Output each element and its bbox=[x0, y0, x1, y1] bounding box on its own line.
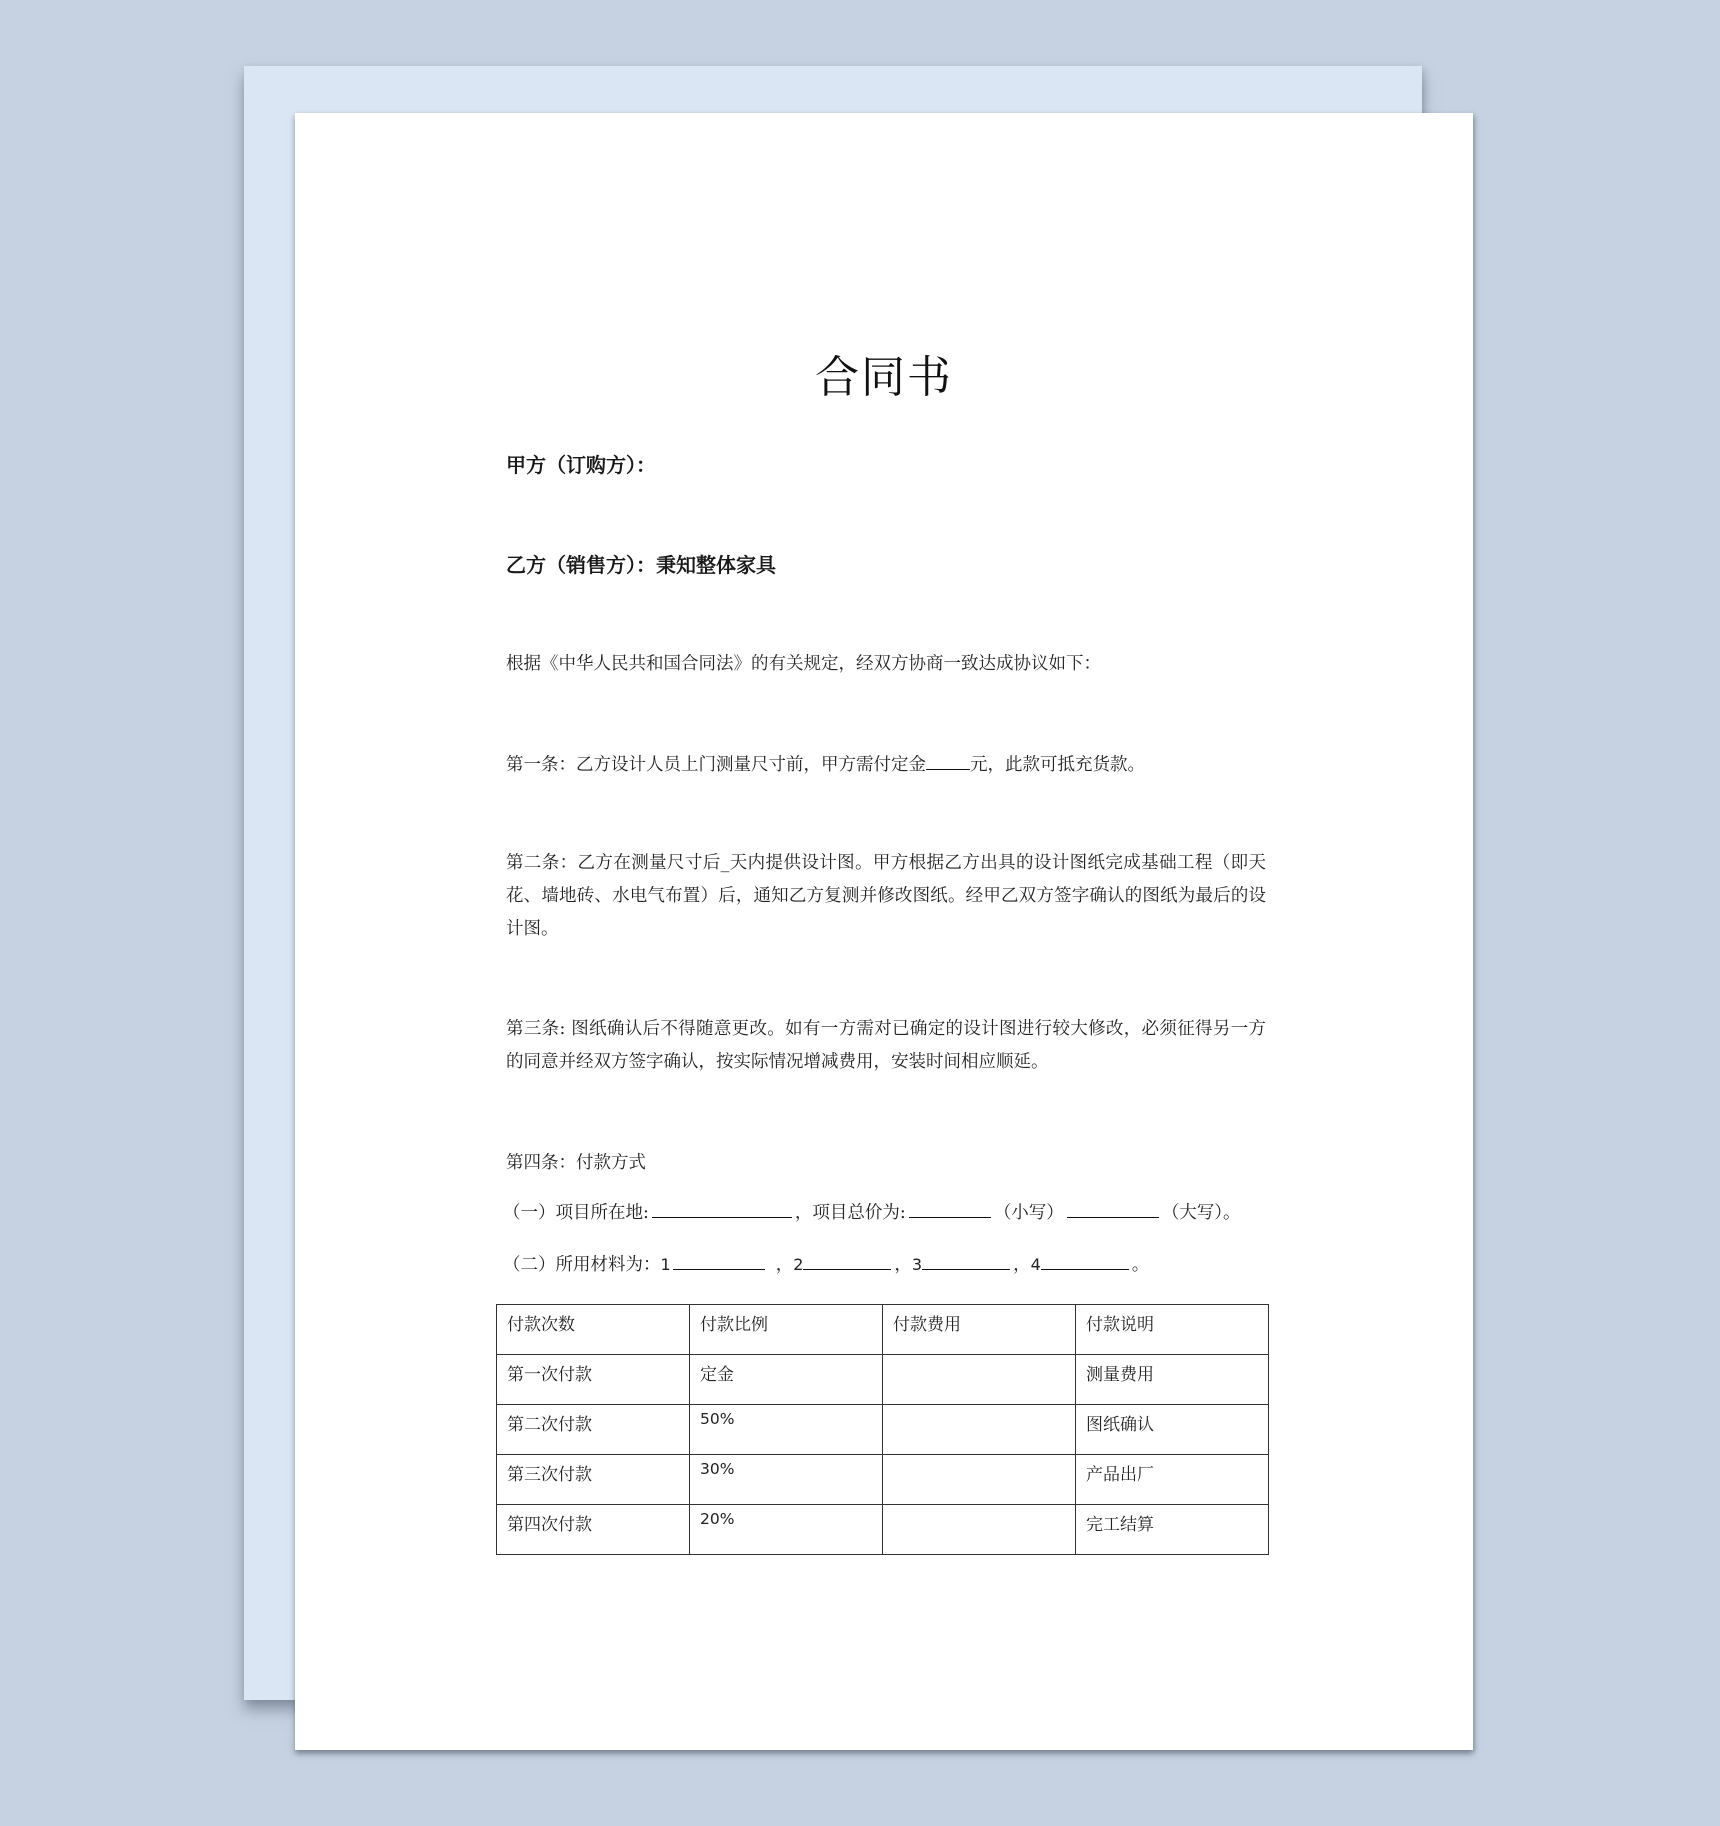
header-payment-count: 付款次数 bbox=[497, 1305, 690, 1355]
table-row bbox=[497, 1355, 1269, 1405]
header-payment-fee: 付款费用 bbox=[883, 1305, 1076, 1355]
article-4-heading: 第四条：付款方式 bbox=[506, 1153, 646, 1173]
cell-payment-note: 图纸确认 bbox=[1076, 1405, 1269, 1455]
separator: ， bbox=[775, 1255, 794, 1275]
material-3-number: 3 bbox=[911, 1255, 923, 1274]
cell-payment-fee[interactable] bbox=[883, 1355, 1076, 1405]
project-location-blank[interactable] bbox=[652, 1199, 792, 1218]
table-header-row bbox=[497, 1305, 1269, 1355]
article-1-text-before: 第一条：乙方设计人员上门测量尺寸前，甲方需付定金 bbox=[506, 755, 926, 775]
total-price-label: ，项目总价为: bbox=[794, 1203, 906, 1223]
materials-label: （二）所用材料为： bbox=[503, 1255, 661, 1275]
article-3: 第三条: 图纸确认后不得随意更改。如有一方需对已确定的设计图进行较大修改，必须征得另一方的同意并经双方签字确认，按实际情况增减费用，安装时间相应顺延。 bbox=[506, 1019, 1266, 1072]
material-4-blank[interactable] bbox=[1041, 1251, 1129, 1270]
cell-payment-count: 第三次付款 bbox=[497, 1455, 690, 1505]
cell-payment-fee[interactable] bbox=[883, 1505, 1076, 1555]
material-2-number: 2 bbox=[793, 1255, 804, 1274]
cell-payment-fee[interactable] bbox=[883, 1405, 1076, 1455]
large-amount-label: （大写）。 bbox=[1161, 1203, 1241, 1223]
table-row bbox=[497, 1455, 1269, 1505]
header-payment-note: 付款说明 bbox=[1076, 1305, 1269, 1355]
party-b-label: 乙方（销售方）： bbox=[506, 553, 656, 577]
period: 。 bbox=[1131, 1255, 1150, 1275]
article-4-item-2 bbox=[503, 1248, 1149, 1282]
cell-payment-ratio: 30% bbox=[690, 1455, 883, 1505]
table-row bbox=[497, 1405, 1269, 1455]
cell-payment-ratio: 20% bbox=[690, 1505, 883, 1555]
total-price-small-blank[interactable] bbox=[909, 1199, 991, 1218]
cell-payment-ratio: 定金 bbox=[690, 1355, 883, 1405]
header-payment-ratio: 付款比例 bbox=[690, 1305, 883, 1355]
cell-payment-ratio: 50% bbox=[690, 1405, 883, 1455]
separator: ， bbox=[894, 1255, 912, 1275]
cell-payment-count: 第四次付款 bbox=[497, 1505, 690, 1555]
party-a-line bbox=[506, 449, 656, 478]
article-1-text-after: 元，此款可抵充货款。 bbox=[970, 755, 1145, 775]
party-b-value: 秉知整体家具 bbox=[656, 553, 776, 577]
material-1-number: 1 bbox=[660, 1255, 671, 1274]
article-1 bbox=[506, 749, 1145, 782]
preamble: 根据《中华人民共和国合同法》的有关规定，经双方协商一致达成协议如下： bbox=[506, 654, 1101, 674]
cell-payment-count: 第二次付款 bbox=[497, 1405, 690, 1455]
material-1-blank[interactable] bbox=[673, 1251, 765, 1270]
small-amount-label: （小写） bbox=[993, 1203, 1064, 1223]
party-b-line bbox=[506, 549, 776, 578]
cell-payment-fee[interactable] bbox=[883, 1455, 1076, 1505]
deposit-amount-blank[interactable] bbox=[926, 751, 970, 770]
cell-payment-count: 第一次付款 bbox=[497, 1355, 690, 1405]
cell-payment-note: 产品出厂 bbox=[1076, 1455, 1269, 1505]
payment-table bbox=[496, 1304, 1269, 1555]
article-2: 第二条：乙方在测量尺寸后_天内提供设计图。甲方根据乙方出具的设计图纸完成基础工程（即天花、墙地砖、水电气布置）后，通知乙方复测并修改图纸。经甲乙双方签字确认的图纸为最后的设计图。 bbox=[506, 853, 1266, 939]
article-4-item-1 bbox=[503, 1197, 1241, 1230]
front-page-sheet bbox=[295, 113, 1473, 1750]
cell-payment-note: 完工结算 bbox=[1076, 1505, 1269, 1555]
total-price-large-blank[interactable] bbox=[1067, 1199, 1159, 1218]
cell-payment-note: 测量费用 bbox=[1076, 1355, 1269, 1405]
party-a-label: 甲方（订购方）： bbox=[506, 453, 656, 477]
project-location-label: （一）项目所在地: bbox=[503, 1203, 649, 1223]
material-4-number: 4 bbox=[1030, 1255, 1041, 1274]
material-3-blank[interactable] bbox=[922, 1251, 1010, 1270]
material-2-blank[interactable] bbox=[803, 1251, 891, 1270]
separator: ， bbox=[1013, 1255, 1031, 1275]
document-title: 合同书 bbox=[815, 352, 953, 403]
table-row bbox=[497, 1505, 1269, 1555]
